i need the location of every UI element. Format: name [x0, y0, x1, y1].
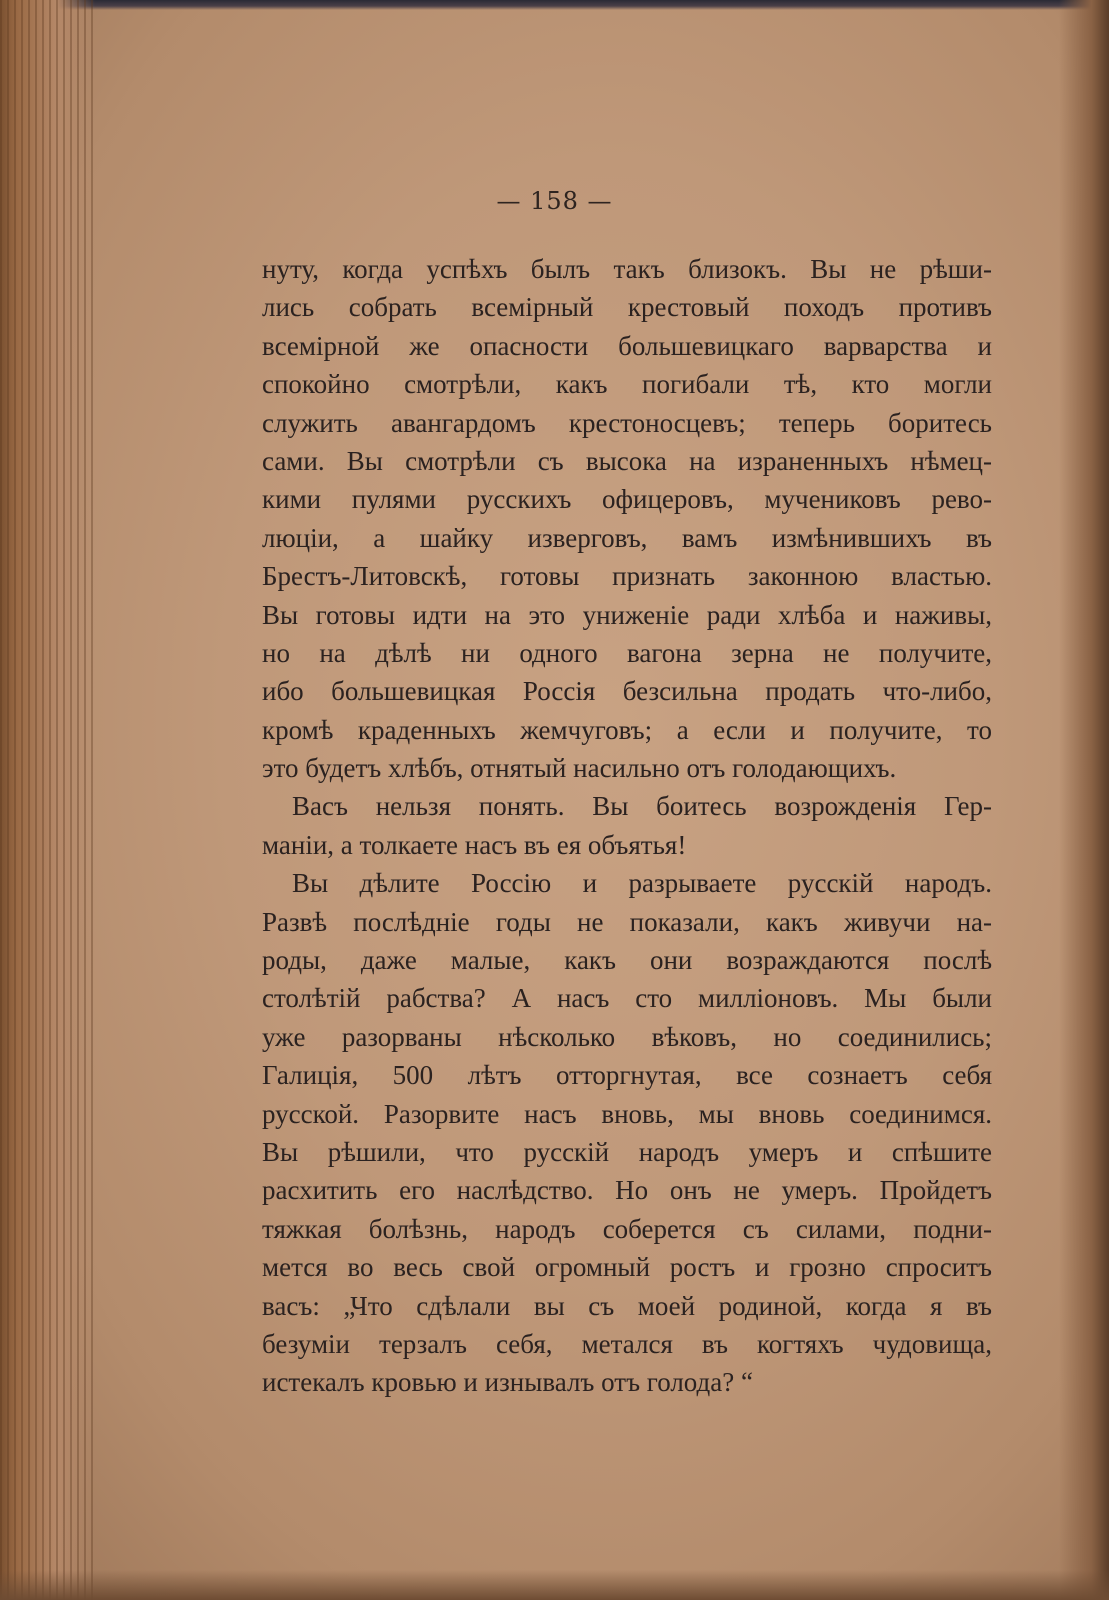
text-line: кими пулями русскихъ офицеровъ, мучениковъ рево-	[262, 484, 992, 515]
body-text	[262, 250, 992, 1402]
text-line: васъ: „Что сдѣлали вы съ моей родиной, когда я въ	[262, 1290, 992, 1321]
text-line: Вы готовы идти на это униженіе ради хлѣба и наживы,	[262, 599, 992, 630]
text-line: но на дѣлѣ ни одного вагона зерна не получите,	[262, 637, 992, 668]
text-line: Вы рѣшили, что русскій народъ умеръ и спѣшите	[262, 1136, 992, 1167]
page-top-edge	[0, 0, 1109, 10]
text-line: истекалъ кровью и изнывалъ отъ голода? “	[262, 1367, 753, 1398]
text-line: люціи, а шайку изверговъ, вамъ измѣнившихъ въ	[262, 522, 992, 553]
text-line: Васъ нельзя понять. Вы боитесь возрожденія Гер-	[292, 791, 992, 822]
text-line: мется во весь свой огромный ростъ и грозно спроситъ	[262, 1252, 992, 1283]
text-line: нуту, когда успѣхъ былъ такъ близокъ. Вы не рѣши-	[262, 254, 992, 284]
text-line: маніи, а толкаете насъ въ ея объятья!	[262, 829, 687, 860]
text-line: безуміи терзалъ себя, метался въ когтяхъ чудовища,	[262, 1328, 992, 1359]
paragraph	[262, 787, 992, 864]
text-line: столѣтій рабства? А насъ сто милліоновъ. Мы были	[262, 983, 992, 1014]
text-line: спокойно смотрѣли, какъ погибали тѣ, кто могли	[262, 369, 992, 400]
text-line: роды, даже малые, какъ они возраждаются послѣ	[262, 945, 992, 976]
text-line: лись собрать всемірный крестовый походъ противъ	[262, 292, 992, 323]
text-line: сами. Вы смотрѣли съ высока на израненныхъ нѣмец-	[262, 445, 992, 476]
text-line: уже разорваны нѣсколько вѣковъ, но соединились;	[262, 1021, 992, 1052]
page-right-edge	[1059, 0, 1109, 1600]
text-line: Брестъ-Литовскѣ, готовы признать законною властью.	[262, 561, 992, 592]
text-line: тяжкая болѣзнь, народъ соберется съ силами, подни-	[262, 1213, 992, 1244]
page-binding-edge	[0, 0, 95, 1600]
text-line: Вы дѣлите Россію и разрываете русскій народъ.	[292, 868, 992, 899]
text-line: ибо большевицкая Россія безсильна продать что-либо,	[262, 676, 992, 707]
page-bottom-edge	[0, 1570, 1109, 1600]
text-line: это будетъ хлѣбъ, отнятый насильно отъ голодающихъ.	[262, 753, 897, 784]
text-line: служить авангардомъ крестоносцевъ; теперь боритесь	[262, 407, 992, 438]
text-line: кромѣ краденныхъ жемчуговъ; а если и получите, то	[262, 714, 992, 745]
text-line: Развѣ послѣдніе годы не показали, какъ живучи на-	[262, 906, 992, 937]
text-line: всемірной же опасности большевицкаго варварства и	[262, 330, 992, 361]
page-number: — 158 —	[496, 187, 613, 215]
paragraph	[262, 250, 992, 787]
text-line: русской. Разорвите насъ вновь, мы вновь соединимся.	[262, 1098, 992, 1129]
text-line: расхитить его наслѣдство. Но онъ не умеръ. Пройдетъ	[262, 1175, 992, 1206]
text-line: Галиція, 500 лѣтъ отторгнутая, все сознаетъ себя	[262, 1060, 992, 1091]
paragraph	[262, 864, 992, 1401]
